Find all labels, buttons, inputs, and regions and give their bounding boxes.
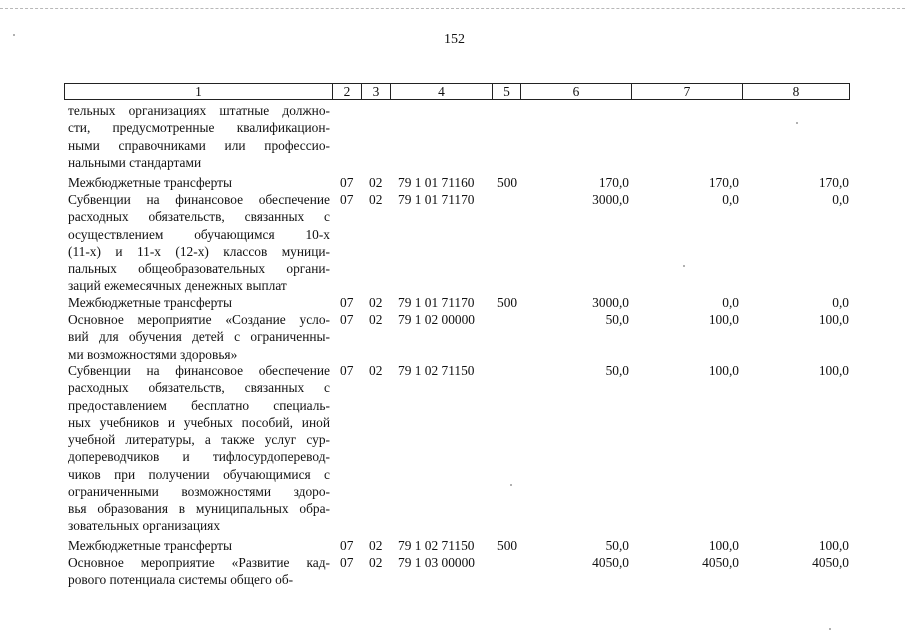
header-col-4: 4 <box>391 84 493 99</box>
row-cell-c8: 4050,0 <box>812 555 849 570</box>
row-text-line: тельных организациях штатные должно- <box>68 103 330 118</box>
row-text-line: Межбюджетные трансферты <box>68 538 232 553</box>
scan-speck <box>829 628 831 630</box>
row-text-line: зовательных организациях <box>68 518 221 534</box>
row-cell-c6: 3000,0 <box>592 192 629 207</box>
row-text-line: Субвенции на финансовое обеспечение <box>68 192 330 207</box>
row-cell-c5: 500 <box>497 538 518 553</box>
row-text-line: ными справочниками или профессио- <box>68 137 330 153</box>
row-cell-c4: 79 1 02 71150 <box>398 363 475 378</box>
row-cell-c2: 07 <box>340 363 354 378</box>
table-header <box>64 83 850 100</box>
row-text-line: ных учебников и учебных пособий, иной <box>68 414 330 430</box>
row-text-line: заций ежемесячных денежных выплат <box>68 278 287 294</box>
row-cell-c3: 02 <box>369 175 383 190</box>
row-text-line: нальными стандартами <box>68 154 202 170</box>
row-cell-c6: 170,0 <box>598 175 629 190</box>
row-cell-c6: 3000,0 <box>592 295 629 310</box>
row-cell-c3: 02 <box>369 192 383 207</box>
row-text-line: Основное мероприятие «Создание усло- <box>68 312 330 327</box>
row-text-line: расходных обязательств, связанных с <box>68 380 330 396</box>
row-cell-c2: 07 <box>340 175 354 190</box>
row-cell-c4: 79 1 02 71150 <box>398 538 475 553</box>
row-cell-c6: 50,0 <box>605 363 629 378</box>
row-cell-c7: 0,0 <box>722 192 739 207</box>
row-text-line: учебной литературы, а также услуг сур- <box>68 432 330 447</box>
row-text-line: (11-х) и 11-х (12-х) классов муници- <box>68 243 330 259</box>
row-cell-c2: 07 <box>340 312 354 327</box>
row-text-line: допереводчиков и тифлосурдоперевод- <box>68 449 330 465</box>
row-cell-c6: 50,0 <box>605 538 629 553</box>
row-cell-c7: 4050,0 <box>702 555 739 570</box>
row-cell-c5: 500 <box>497 295 518 310</box>
row-cell-c4: 79 1 01 71160 <box>398 175 475 190</box>
row-cell-c7: 100,0 <box>708 538 739 553</box>
row-text-line: рового потенциала системы общего об- <box>68 572 294 588</box>
row-cell-c3: 02 <box>369 538 383 553</box>
row-cell-c7: 100,0 <box>708 312 739 327</box>
scan-speck <box>796 122 798 124</box>
row-text-line: вья образования в муниципальных обра- <box>68 501 330 516</box>
row-cell-c7: 0,0 <box>722 295 739 310</box>
row-text-line: осуществлением обучающимся 10-х <box>68 226 330 242</box>
header-col-7: 7 <box>632 84 743 99</box>
header-col-2: 2 <box>333 84 362 99</box>
row-cell-c5: 500 <box>497 175 518 190</box>
scan-speck <box>510 484 512 486</box>
row-cell-c6: 4050,0 <box>592 555 629 570</box>
row-cell-c8: 0,0 <box>832 295 849 310</box>
row-cell-c4: 79 1 03 00000 <box>398 555 475 570</box>
row-text-line: ми возможностями здоровья» <box>68 346 238 362</box>
row-cell-c8: 100,0 <box>818 538 849 553</box>
row-cell-c4: 79 1 01 71170 <box>398 192 475 207</box>
row-cell-c2: 07 <box>340 192 354 207</box>
page-top-border <box>0 8 905 9</box>
row-cell-c7: 100,0 <box>708 363 739 378</box>
row-cell-c8: 0,0 <box>832 192 849 207</box>
row-cell-c8: 170,0 <box>818 175 849 190</box>
row-cell-c6: 50,0 <box>605 312 629 327</box>
scan-speck <box>13 34 15 36</box>
row-text-line: вий для обучения детей с ограниченны- <box>68 329 330 345</box>
row-cell-c3: 02 <box>369 555 383 570</box>
row-cell-c4: 79 1 01 71170 <box>398 295 475 310</box>
row-cell-c3: 02 <box>369 312 383 327</box>
row-text-line: сти, предусмотренные квалификацион- <box>68 120 330 136</box>
row-text-line: Субвенции на финансовое обеспечение <box>68 363 330 378</box>
header-col-3: 3 <box>362 84 391 99</box>
row-cell-c2: 07 <box>340 295 354 310</box>
row-cell-c2: 07 <box>340 555 354 570</box>
row-text-line: предоставлением бесплатно специаль- <box>68 397 330 413</box>
header-col-8: 8 <box>792 84 800 99</box>
row-text-line: Межбюджетные трансферты <box>68 295 232 310</box>
page-number: 152 <box>444 32 465 47</box>
row-text-line: пальных общеобразовательных органи- <box>68 261 330 276</box>
row-cell-c2: 07 <box>340 538 354 553</box>
header-col-6: 6 <box>521 84 632 99</box>
header-col-5: 5 <box>493 84 521 99</box>
row-text-line: Межбюджетные трансферты <box>68 175 232 190</box>
row-text-line: расходных обязательств, связанных с <box>68 209 330 225</box>
row-cell-c8: 100,0 <box>818 363 849 378</box>
row-text-line: ограниченными возможностями здоро- <box>68 483 330 499</box>
row-cell-c8: 100,0 <box>818 312 849 327</box>
row-cell-c4: 79 1 02 00000 <box>398 312 475 327</box>
scan-speck <box>683 265 685 267</box>
row-cell-c7: 170,0 <box>708 175 739 190</box>
row-cell-c3: 02 <box>369 295 383 310</box>
row-text-line: Основное мероприятие «Развитие кад- <box>68 555 330 570</box>
header-col-1: 1 <box>65 84 333 99</box>
row-text-line: чиков при получении обучающимися с <box>68 466 330 482</box>
row-cell-c3: 02 <box>369 363 383 378</box>
